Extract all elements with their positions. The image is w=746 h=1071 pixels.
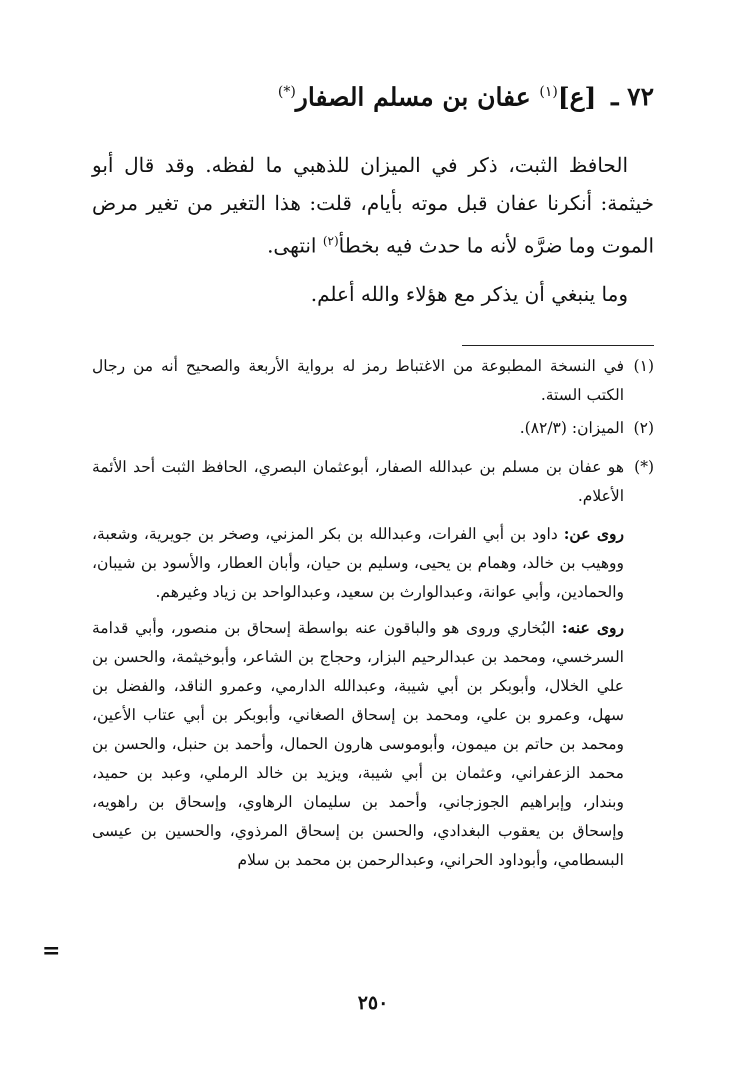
body-note-ref: (٢)	[322, 234, 339, 248]
continuation-mark: =	[42, 938, 61, 964]
narrated-from-text: داود بن أبي الفرات، وعبدالله بن بكر المزني، وصخر بن جويرية، وشعبة، ووهيب بن خالد، وهمام بن يحيى، وسليم بن حيان، وأبان العطار، والأسود بن شيبان، والحمادين، وأبي عوانة، وعبدالوارث بن سعيد، وعبدالواحد بن زياد وغيرهم.	[92, 525, 624, 601]
footnote-2	[92, 414, 654, 443]
entry-name: عفان بن مسلم الصفار	[295, 82, 531, 112]
biography-note	[92, 453, 654, 881]
narrated-by-text: البُخاري وروى هو والباقون عنه بواسطة إسحاق بن منصور، وأبي قدامة السرخسي، ومحمد بن عبدالرحيم البزار، وحجاج بن الشاعر، وأبوخيثمة، والحسن بن علي الخلال، وأبوبكر بن أبي شيبة، وعبدالله الدارمي، وعمرو الناقد، والفضل بن سهل، وعمرو بن علي، ومحمد بن إسحاق الصغاني، وأبوبكر بن أبي عتاب الأعين، ومحمد بن حاتم بن ميمون، وأبوموسى هارون الحمال، وأحمد بن حنبل، والحسن بن محمد الزعفراني، وعثمان بن أبي شيبة، ويزيد بن خالد الرملي، وعبد بن حميد، وبندار، وإبراهيم الجوزجاني، وأحمد بن سليمان الرهاوي، وإسحاق بن راهويه، وإسحاق بن يعقوب البغدادي، والحسن بن إسحاق المرذوي، والحسين بن عيسى البسطامي، وأبوداود الحراني، وعبدالرحمن بن محمد بن سلام	[92, 619, 624, 869]
entry-body	[92, 146, 654, 313]
body-paragraph-1: الحافظ الثبت، ذكر في الميزان للذهبي ما لفظه. وقد قال أبو خيثمة: أنكرنا عفان قبل موته بأيام، قلت: هذا التغير من تغير مرض الموت وما ضرَّه لأنه ما حدث فيه بخطأ$^{(٢)}$ انتهى.	[92, 153, 654, 258]
entry-code: [ع]	[557, 82, 597, 112]
footnote-separator	[462, 345, 654, 346]
biography-lead: هو عفان بن مسلم بن عبدالله الصفار، أبوعثمان البصري، الحافظ الثبت أحد الأئمة الأعلام.	[92, 458, 624, 505]
narrated-from	[92, 519, 624, 607]
entry-number: ٧٢ ـ	[611, 82, 654, 112]
footnote-text: الميزان: (٨٢/٣).	[519, 419, 624, 437]
entry-heading	[60, 72, 654, 117]
narrated-by-label: روى عنه:	[561, 618, 624, 637]
footnote-text: في النسخة المطبوعة من الاغتباط رمز له برواية الأربعة والصحيح أنه من رجال الكتب الستة.	[92, 357, 624, 404]
narrated-by	[92, 613, 624, 875]
footnotes	[92, 352, 654, 881]
biography-content	[92, 453, 624, 881]
entry-star-ref: (*)	[277, 84, 296, 100]
footnote-1	[92, 352, 654, 410]
biography-marker: (*)	[634, 458, 654, 476]
narrated-from-label: روى عن:	[563, 524, 624, 543]
body-paragraph-2: وما ينبغي أن يذكر مع هؤلاء والله أعلم.	[310, 281, 628, 306]
footnote-marker: (٢)	[633, 419, 654, 437]
footnote-marker: (١)	[633, 357, 654, 375]
page-number: ٢٥٠	[357, 992, 389, 1014]
entry-note-ref: (١)	[539, 84, 558, 100]
